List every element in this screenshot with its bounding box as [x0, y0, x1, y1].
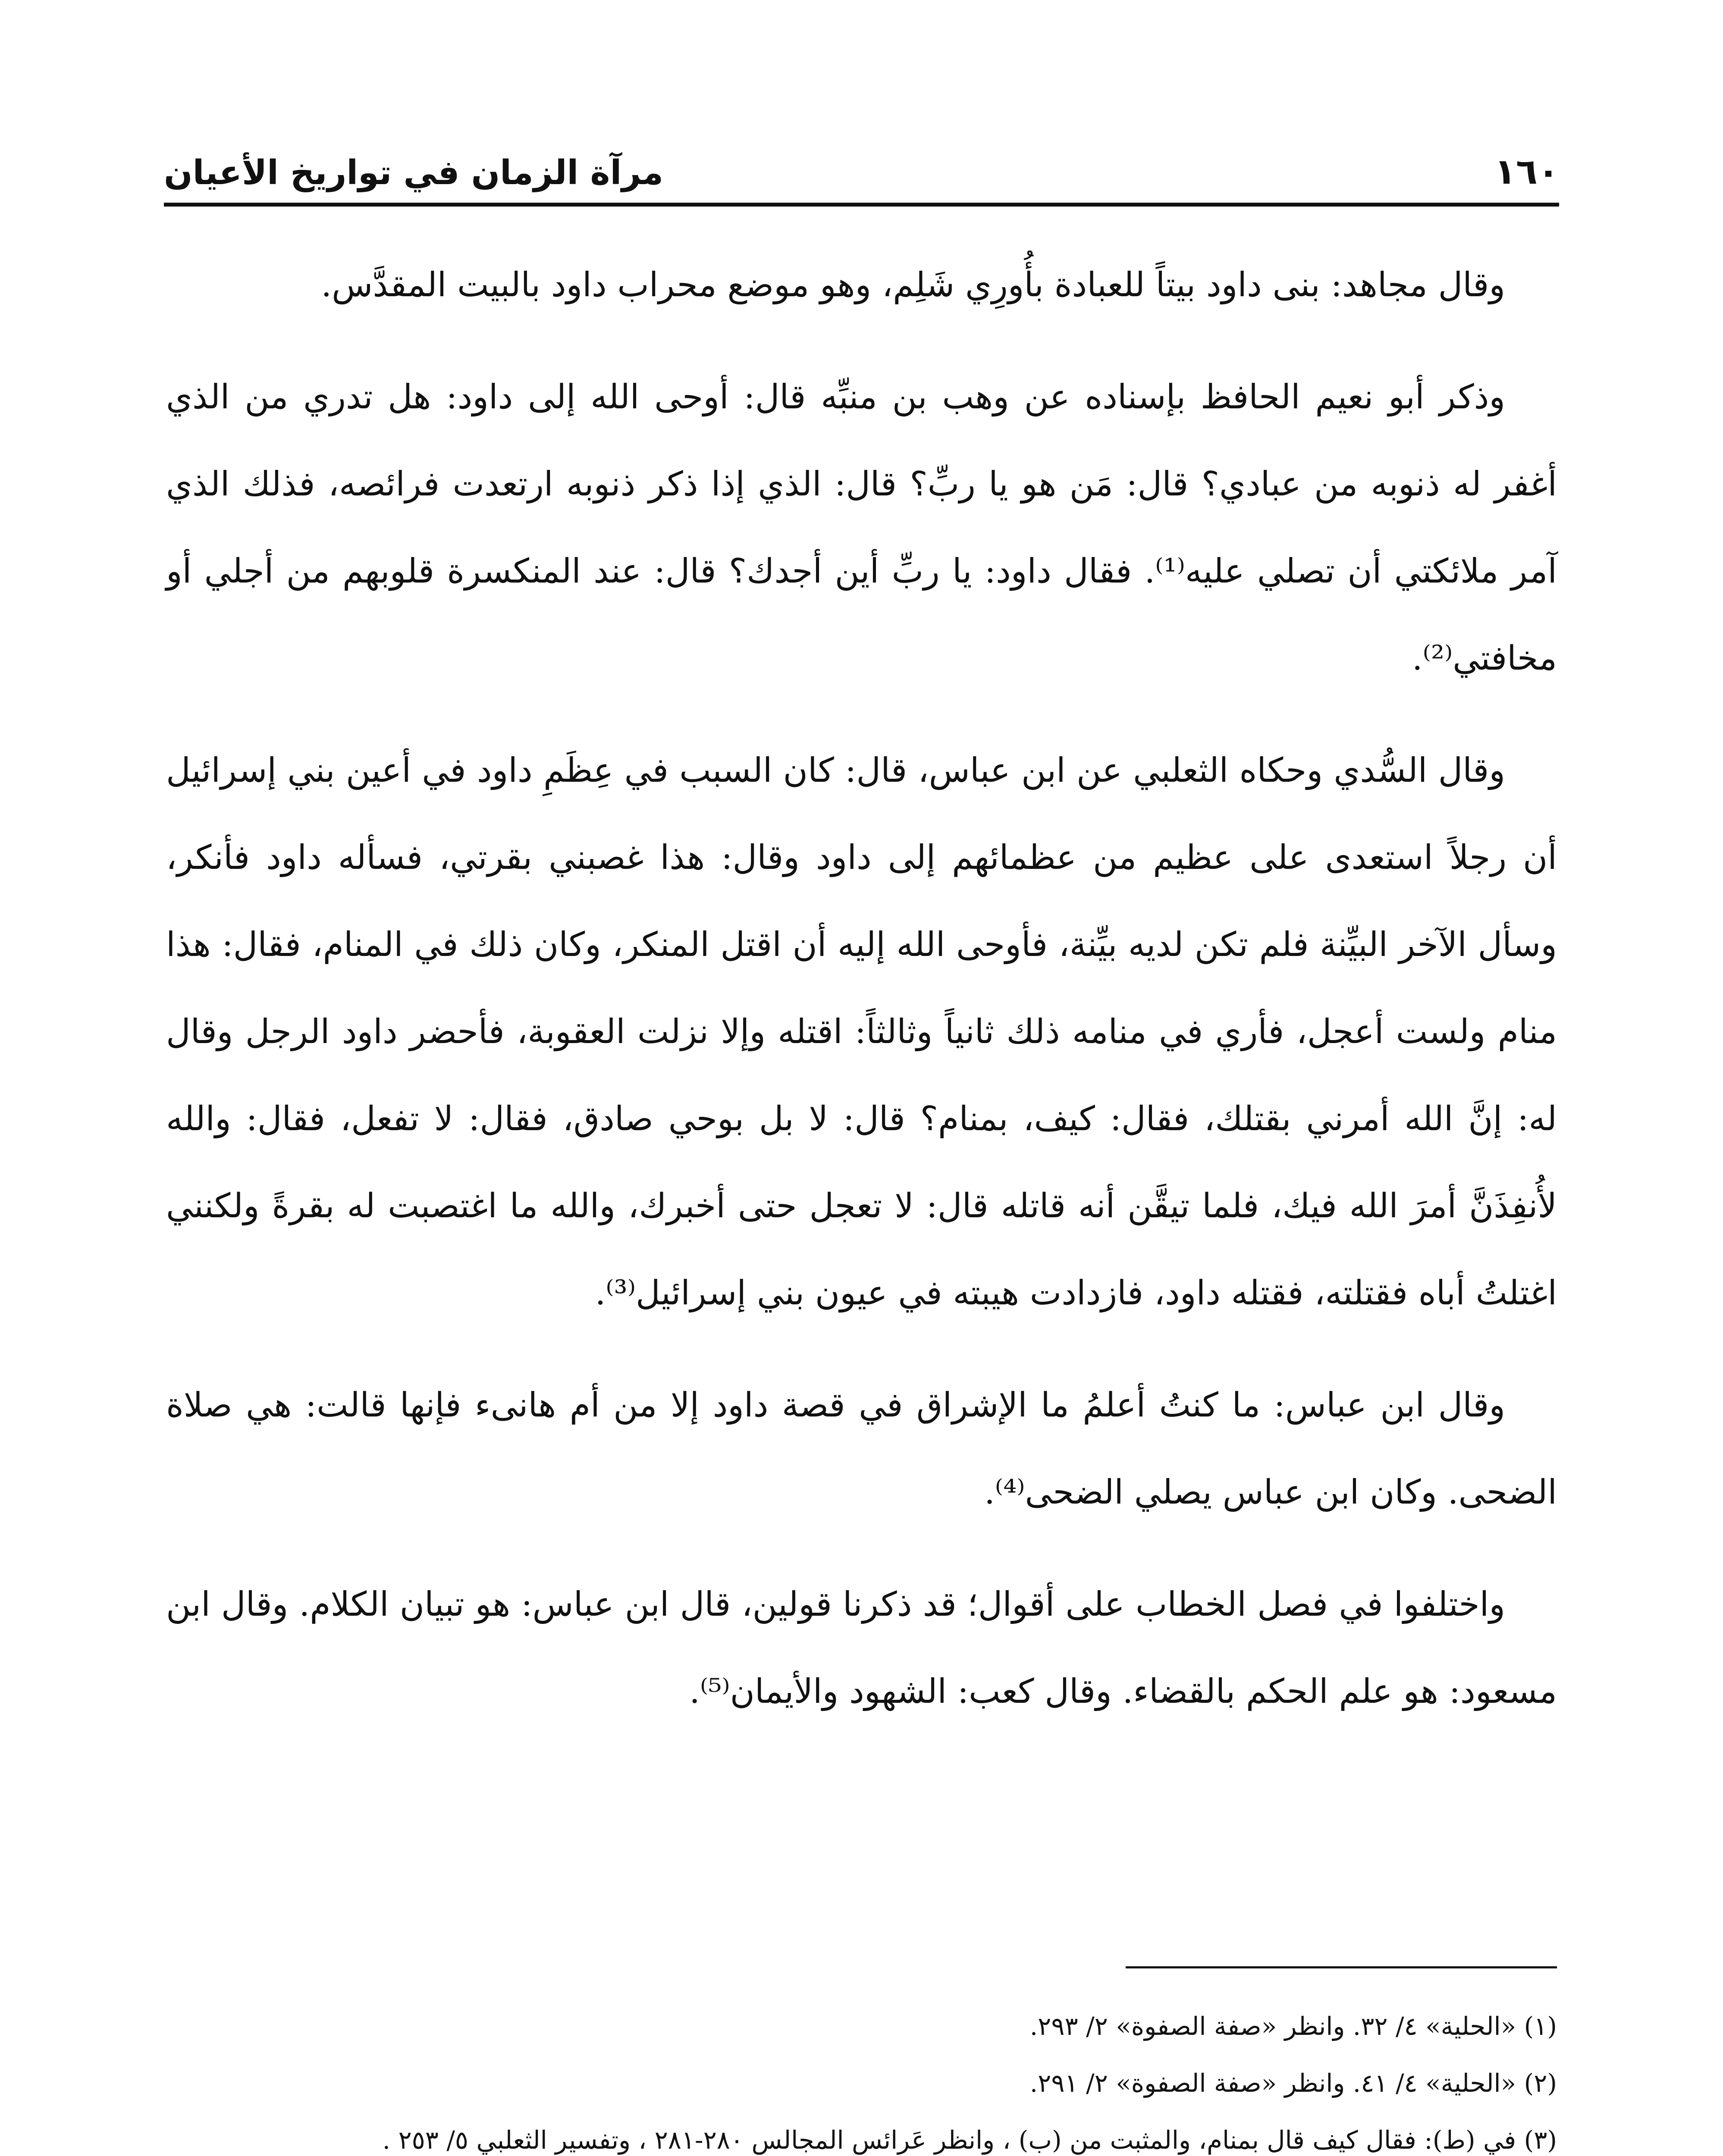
paragraph: وقال مجاهد: بنى داود بيتاً للعبادة بأُورِي شَلِم، وهو موضع محراب داود بالبيت المقدَّس. [321, 266, 1505, 304]
book-title: مرآة الزمان في تواريخ الأعيان [164, 154, 664, 192]
header-rule [164, 203, 1559, 207]
footnote-divider [1126, 1966, 1557, 1968]
paragraph: واختلفوا في فصل الخطاب على أقوال؛ قد ذكرنا قولين، قال ابن عباس: هو تبيان الكلام. وقال ابن مسعود: هو علم الحكم بالقضاء. وقال كعب: الشهود والأيمان⁽⁵⁾. [166, 1585, 1557, 1711]
paragraph: وقال ابن عباس: ما كنتُ أعلمُ ما الإشراق في قصة داود إلا من أم هانىء فإنها قالت: هي صلاة الضحى. وكان ابن عباس يصلي الضحى⁽⁴⁾. [166, 1386, 1557, 1512]
paragraph: وقال السُّدي وحكاه الثعلبي عن ابن عباس، قال: كان السبب في عِظَمِ داود في أعين بني إسرائيل أن رجلاً استعدى على عظيم من عظمائهم إلى داود وقال: هذا غصبني بقرتي، فسأله داود فأنكر، وسأل الآخر البيِّنة فلم تكن لديه بيِّنة، فأوحى الله إليه أن اقتل المنكر، وكان ذلك في المنام، فقال: هذا منام ولست أعجل، فأري في منامه ذلك ثانياً وثالثاً: اقتله وإلا نزلت العقوبة، فأحضر داود الرجل وقال له: إنَّ الله أمرني بقتلك، فقال: كيف، بمنام؟ قال: لا بل بوحي صادق، فقال: لا تفعل، فقال: والله لأُنفِذَنَّ أمرَ الله فيك، فلما تيقَّن أنه قاتله قال: لا تعجل حتى أخبرك، والله ما اغتصبت له بقرةً ولكنني اغتلتُ أباه فقتلته، فقتله داود، فازدادت هيبته في عيون بني إسرائيل⁽³⁾. [166, 751, 1557, 1313]
footnotes [166, 2001, 1557, 2156]
footnote: (٢) «الحلية» ٤/ ٤١. وانظر «صفة الصفوة» ٢/ ٢٩١. [1029, 2068, 1557, 2098]
footnote: (١) «الحلية» ٤/ ٣٢. وانظر «صفة الصفوة» ٢/ ٢٩٣. [1029, 2012, 1557, 2041]
footnote: (٣) في (ط): فقال كيف قال بمنام، والمثبت من (ب) ، وانظر عَرائس المجالس ٢٨٠-٢٨١ ، وتفسير الثعلبي ٥/ ٢٥٣ . [382, 2125, 1557, 2155]
paragraph: وذكر أبو نعيم الحافظ بإسناده عن وهب بن منبِّه قال: أوحى الله إلى داود: هل تدري من الذي أغفر له ذنوبه من عبادي؟ قال: مَن هو يا ربِّ؟ قال: الذي إذا ذكر ذنوبه ارتعدت فرائصه، فذلك الذي آمر ملائكتي أن تصلي عليه⁽¹⁾. فقال داود: يا ربِّ أين أجدك؟ قال: عند المنكسرة قلوبهم من أجلي أو مخافتي⁽²⁾. [166, 378, 1557, 678]
page-number: ١٦٠ [1494, 151, 1559, 192]
main-text [166, 241, 1557, 1760]
running-header [164, 125, 1559, 197]
